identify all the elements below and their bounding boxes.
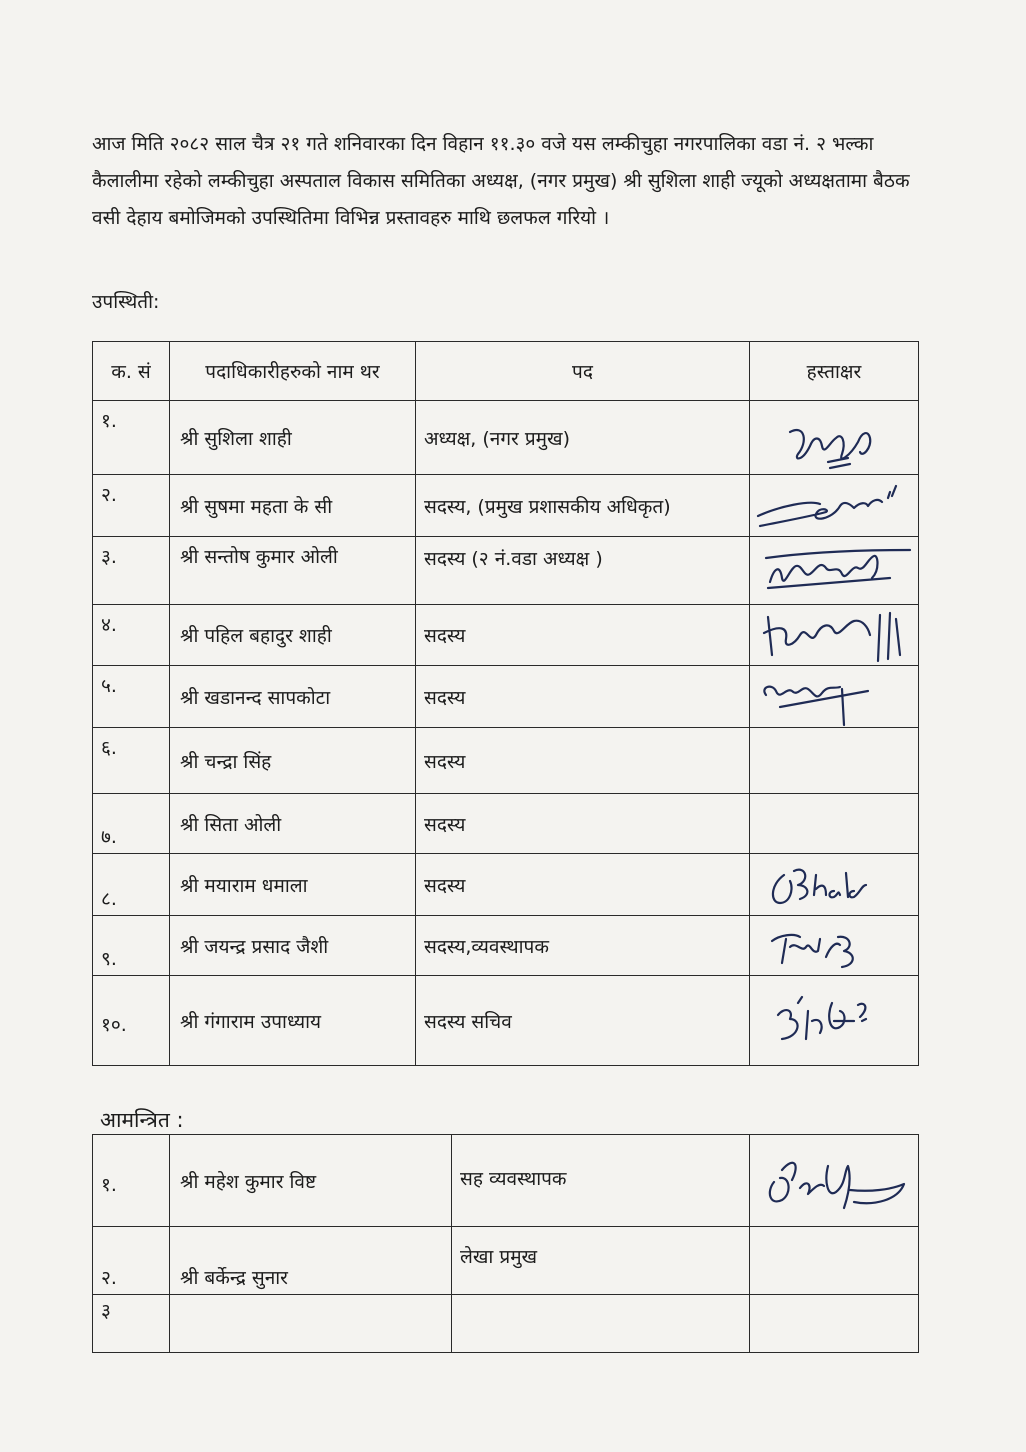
table-row xyxy=(93,916,919,976)
table-row xyxy=(93,605,919,666)
row-name: श्री सुषमा महता के सी xyxy=(170,475,416,537)
row-post: सदस्य xyxy=(416,666,750,728)
row-serial: ८. xyxy=(93,854,170,916)
header-signature: हस्ताक्षर xyxy=(750,342,919,401)
handwritten-signature xyxy=(750,476,917,536)
handwritten-signature xyxy=(750,917,917,975)
attendance-table xyxy=(92,341,919,1066)
row-serial: ५. xyxy=(93,666,170,728)
row-post: सदस्य xyxy=(416,854,750,916)
handwritten-signature xyxy=(750,667,917,727)
row-post: सह व्यवस्थापक xyxy=(452,1135,750,1227)
table-row xyxy=(93,1295,919,1353)
row-post: सदस्य सचिव xyxy=(416,976,750,1066)
table-row xyxy=(93,854,919,916)
signature-cell xyxy=(750,475,919,537)
signature-cell xyxy=(750,605,919,666)
row-serial: ४. xyxy=(93,605,170,666)
signature-cell xyxy=(750,728,919,794)
signature-cell xyxy=(750,401,919,475)
row-post: सदस्य,व्यवस्थापक xyxy=(416,916,750,976)
row-serial: २. xyxy=(93,1227,170,1295)
row-name: श्री सन्तोष कुमार ओली xyxy=(170,537,416,605)
table-row xyxy=(93,666,919,728)
signature-cell xyxy=(750,916,919,976)
handwritten-signature xyxy=(750,402,917,474)
handwritten-signature xyxy=(750,538,917,604)
invited-label: आमन्त्रित : xyxy=(100,1108,184,1132)
signature-cell xyxy=(750,976,919,1066)
row-name: श्री बर्केन्द्र सुनार xyxy=(170,1227,452,1295)
header-post: पद xyxy=(416,342,750,401)
row-serial: १०. xyxy=(93,976,170,1066)
row-post: सदस्य, (प्रमुख प्रशासकीय अधिकृत) xyxy=(416,475,750,537)
row-serial: १. xyxy=(93,1135,170,1227)
row-name: श्री चन्द्रा सिंह xyxy=(170,728,416,794)
row-post: अध्यक्ष, (नगर प्रमुख) xyxy=(416,401,750,475)
signature-cell xyxy=(750,1135,919,1227)
table-row xyxy=(93,1227,919,1295)
row-name: श्री सिता ओली xyxy=(170,794,416,854)
signature-cell xyxy=(750,666,919,728)
row-name xyxy=(170,1295,452,1353)
row-name: श्री गंगाराम उपाध्याय xyxy=(170,976,416,1066)
table-row xyxy=(93,794,919,854)
row-serial: ३ xyxy=(93,1295,170,1353)
table-row xyxy=(93,537,919,605)
signature-cell xyxy=(750,794,919,854)
intro-paragraph: आज मिति २०८२ साल चैत्र २१ गते शनिवारका दिन विहान ११.३० वजे यस लम्कीचुहा नगरपालिका वडा नं. २ भल्का कैलालीमा रहेको लम्कीचुहा अस्पताल विकास समितिका अध्यक्ष, (नगर प्रमुख) श्री सुशिला शाही ज्यूको अध्यक्षतामा बैठक वसी देहाय बमोजिमको उपस्थितिमा विभिन्न प्रस्तावहरु माथि छलफल गरियो । xyxy=(92,133,910,229)
row-name: श्री सुशिला शाही xyxy=(170,401,416,475)
row-post: सदस्य xyxy=(416,794,750,854)
attendance-label: उपस्थिती: xyxy=(92,291,160,313)
row-post: सदस्य xyxy=(416,728,750,794)
row-serial: २. xyxy=(93,475,170,537)
signature-cell xyxy=(750,854,919,916)
row-post: सदस्य (२ नं.वडा अध्यक्ष ) xyxy=(416,537,750,605)
handwritten-signature xyxy=(750,977,917,1065)
table-row xyxy=(93,728,919,794)
row-name: श्री जयन्द्र प्रसाद जैशी xyxy=(170,916,416,976)
header-name: पदाधिकारीहरुको नाम थर xyxy=(170,342,416,401)
row-name: श्री महेश कुमार विष्ट xyxy=(170,1135,452,1227)
signature-cell xyxy=(750,1295,919,1353)
row-name: श्री मयाराम धमाला xyxy=(170,854,416,916)
row-serial: ९. xyxy=(93,916,170,976)
invited-table xyxy=(92,1134,919,1353)
table-header-row xyxy=(93,342,919,401)
handwritten-signature xyxy=(750,855,917,915)
row-serial: ६. xyxy=(93,728,170,794)
signature-cell xyxy=(750,1227,919,1295)
row-name: श्री पहिल बहादुर शाही xyxy=(170,605,416,666)
handwritten-signature xyxy=(750,1136,917,1226)
signature-cell xyxy=(750,537,919,605)
header-serial: क. सं xyxy=(93,342,170,401)
row-post: लेखा प्रमुख xyxy=(452,1227,750,1295)
row-post xyxy=(452,1295,750,1353)
row-serial: १. xyxy=(93,401,170,475)
table-row xyxy=(93,401,919,475)
row-serial: ७. xyxy=(93,794,170,854)
table-row xyxy=(93,1135,919,1227)
row-serial: ३. xyxy=(93,537,170,605)
handwritten-signature xyxy=(750,605,917,665)
table-row xyxy=(93,475,919,537)
row-post: सदस्य xyxy=(416,605,750,666)
table-row xyxy=(93,976,919,1066)
row-name: श्री खडानन्द सापकोटा xyxy=(170,666,416,728)
